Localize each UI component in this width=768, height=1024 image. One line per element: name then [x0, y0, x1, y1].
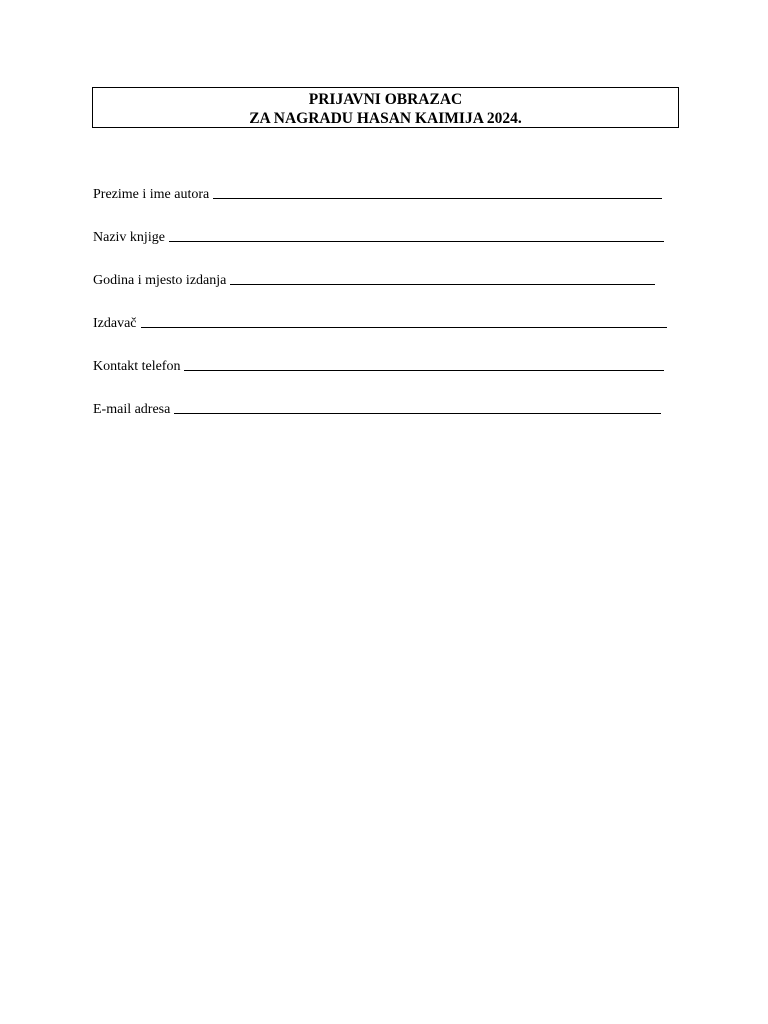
field-email: [93, 398, 683, 441]
field-label: Izdavač: [93, 316, 137, 331]
form-title: PRIJAVNI OBRAZAC: [308, 91, 463, 108]
field-label: E-mail adresa: [93, 402, 171, 417]
form-title-box: [92, 87, 679, 128]
form-fields: [93, 183, 683, 441]
field-label: Godina i mjesto izdanja: [93, 273, 227, 288]
author-name-blank[interactable]: [213, 184, 662, 199]
publisher-blank[interactable]: [141, 313, 667, 328]
year-place-blank[interactable]: [230, 270, 655, 285]
book-title-blank[interactable]: [169, 227, 664, 242]
field-book-title: [93, 226, 683, 269]
field-author-name: [93, 183, 683, 226]
field-label: Naziv knjige: [93, 230, 165, 245]
field-label: Prezime i ime autora: [93, 187, 210, 202]
field-phone: [93, 355, 683, 398]
phone-blank[interactable]: [184, 356, 664, 371]
field-publisher: [93, 312, 683, 355]
form-subtitle: ZA NAGRADU HASAN KAIMIJA 2024.: [249, 110, 522, 127]
email-blank[interactable]: [174, 399, 661, 414]
field-label: Kontakt telefon: [93, 359, 181, 374]
field-year-place: [93, 269, 683, 312]
